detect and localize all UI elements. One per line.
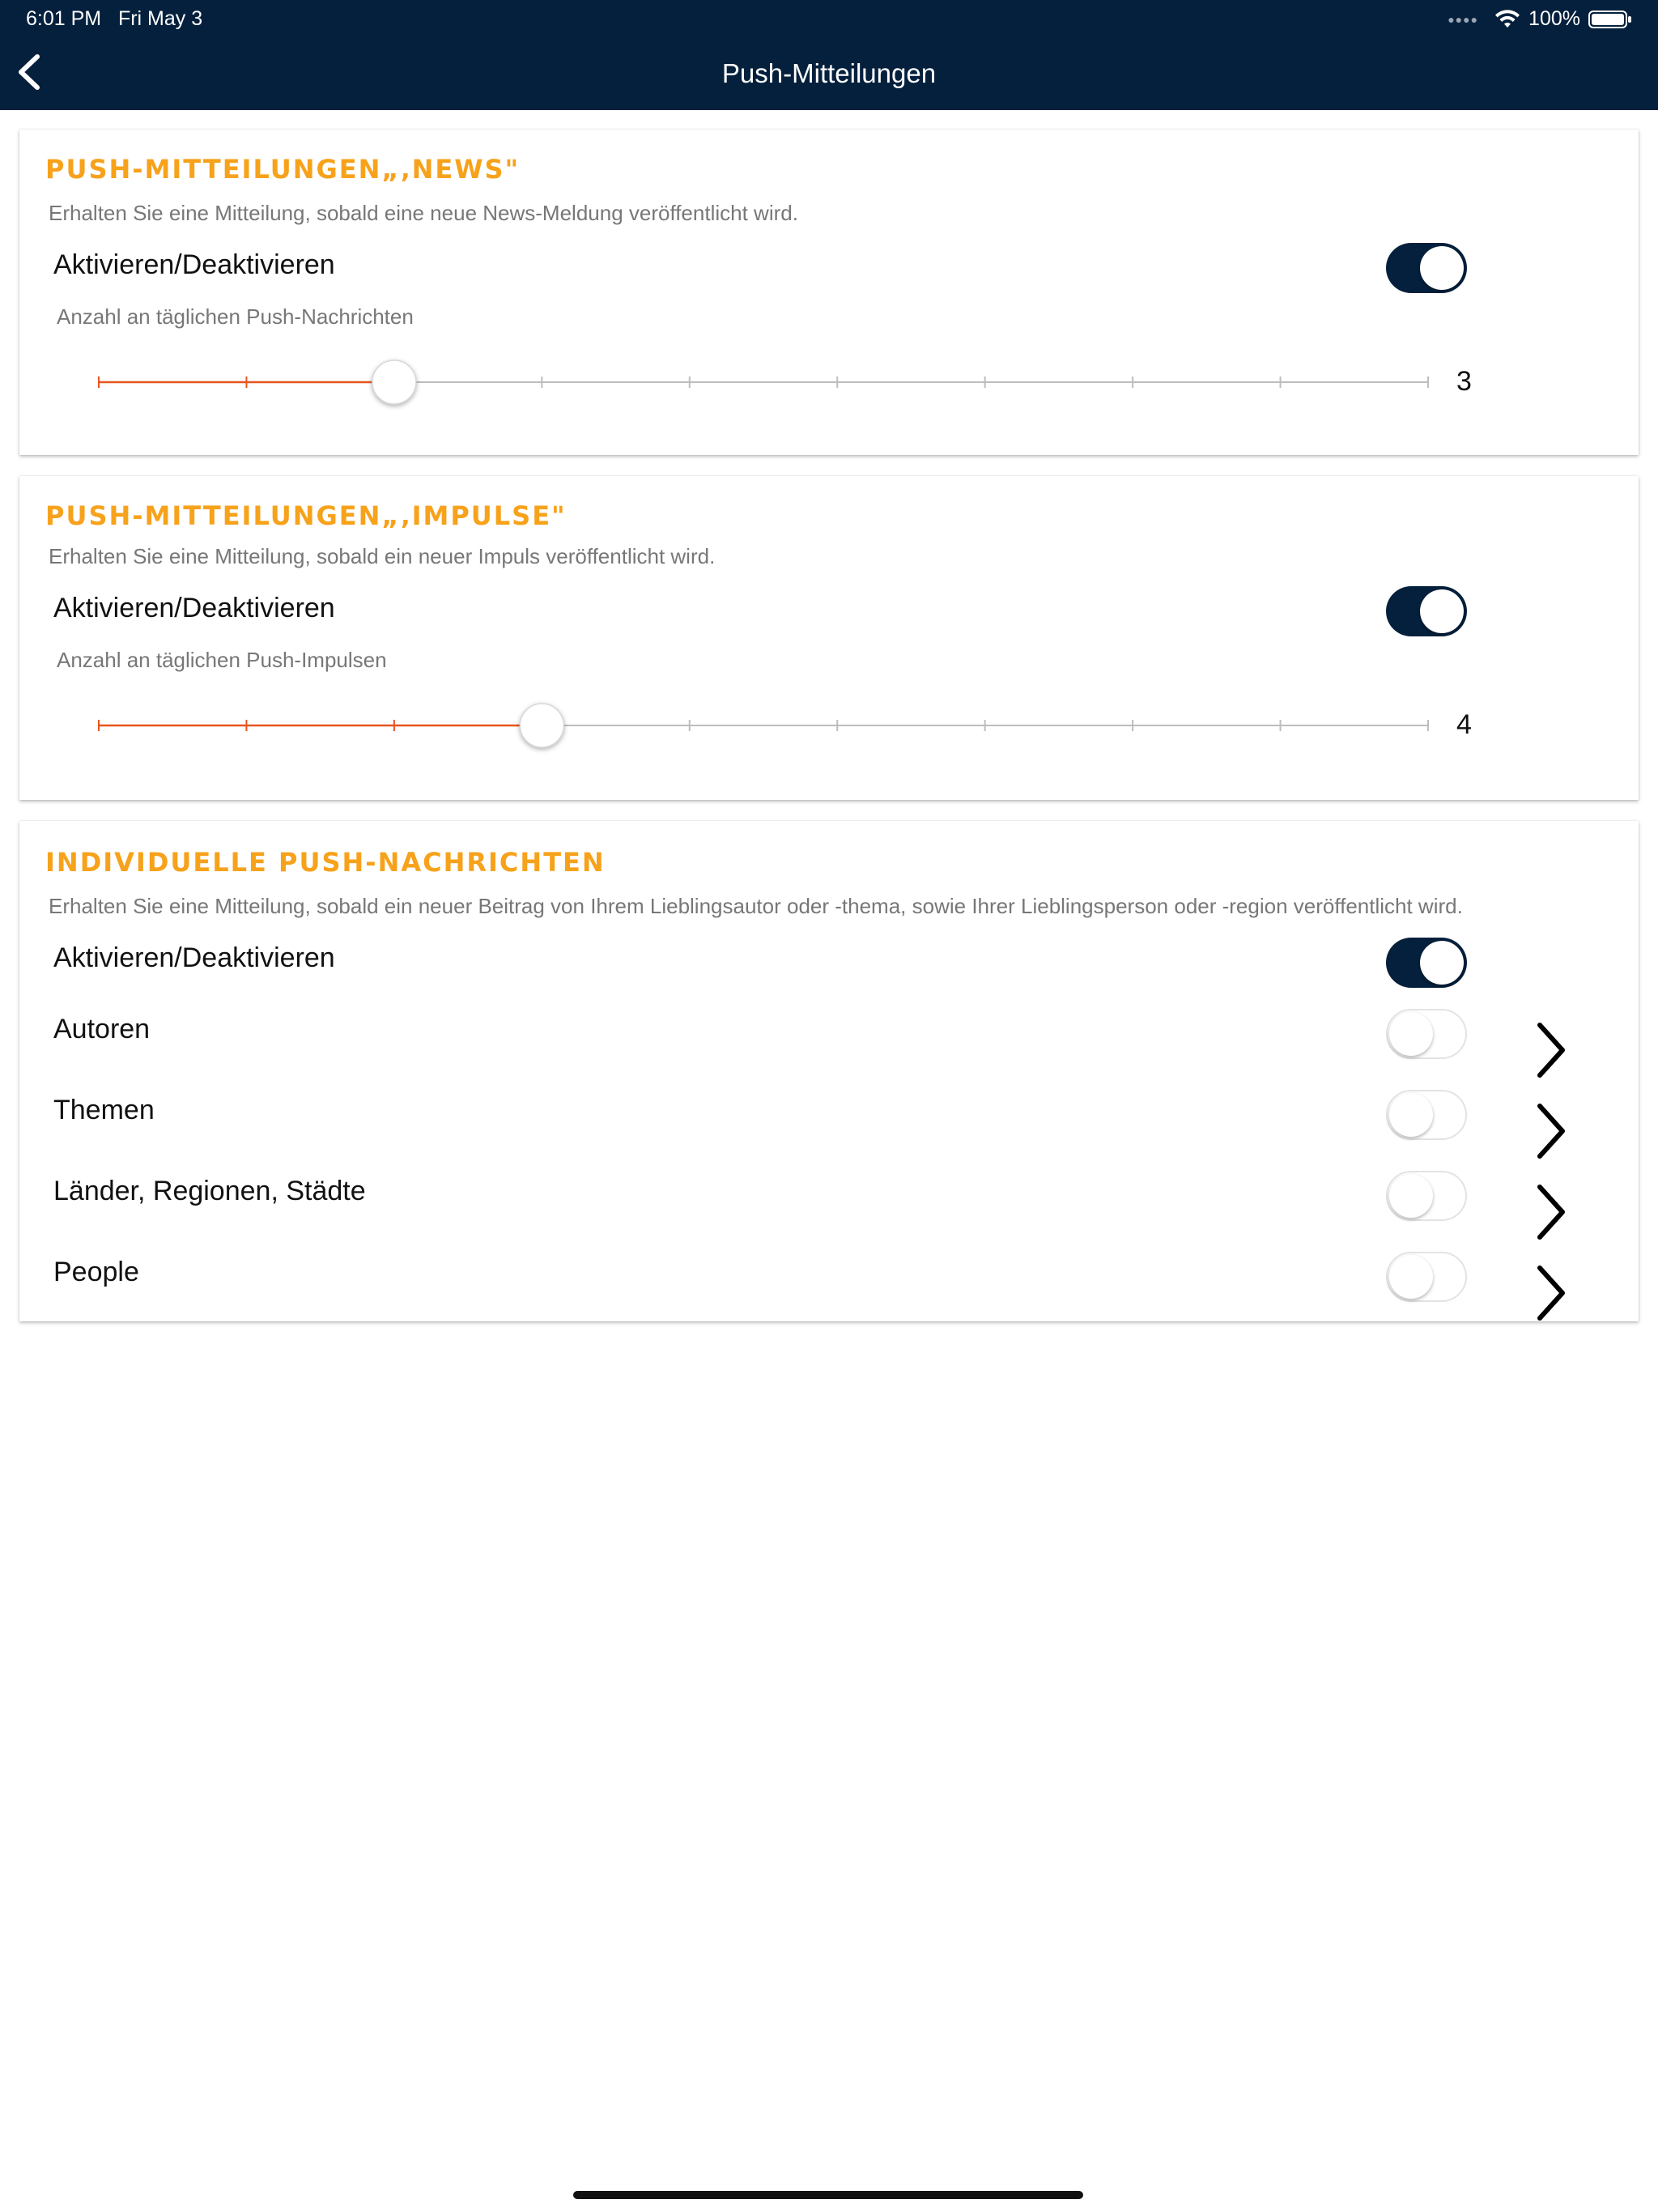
activate-label: Aktivieren/Deaktivieren (53, 942, 335, 973)
impulse-section-card (19, 476, 1639, 800)
section-description: Erhalten Sie eine Mitteilung, sobald ein neuer Beitrag von Ihrem Lieblingsautor oder -thema, sowie Ihrer Lieblingsperson oder -region veröffentlicht wird. (49, 894, 1463, 918)
battery-percent: 100% (1528, 7, 1580, 30)
battery-icon (1588, 10, 1632, 29)
cellular-dots-icon: ●●●● (1448, 12, 1479, 26)
chevron-right-icon[interactable] (1535, 1184, 1567, 1240)
people-label: People (53, 1257, 139, 1287)
slider-thumb[interactable] (520, 704, 563, 747)
section-description: Erhalten Sie eine Mitteilung, sobald ein neuer Impuls veröffentlicht wird. (49, 544, 716, 568)
top-bar (0, 0, 1658, 110)
slider-label: Anzahl an täglichen Push-Nachrichten (57, 304, 414, 329)
impulse-count-slider[interactable] (79, 701, 1431, 750)
status-date: Fri May 3 (117, 7, 203, 30)
slider-label: Anzahl an täglichen Push-Impulsen (57, 648, 387, 672)
news-count-slider[interactable] (79, 358, 1431, 406)
chevron-right-icon[interactable] (1535, 1265, 1567, 1321)
wifi-icon (1494, 10, 1520, 29)
regions-label: Länder, Regionen, Städte (53, 1176, 366, 1206)
individual-activate-toggle[interactable] (1386, 938, 1467, 988)
status-clock: 6:01 PM (26, 7, 102, 30)
topics-label: Themen (53, 1095, 155, 1125)
home-indicator[interactable] (573, 2191, 1083, 2199)
slider-thumb[interactable] (372, 360, 416, 404)
toggle-knob (1389, 1174, 1433, 1218)
section-title: PUSH-MITTEILUNGEN„‚IMPULSE" (45, 500, 567, 531)
chevron-right-icon[interactable] (1535, 1103, 1567, 1159)
authors-label: Autoren (53, 1014, 151, 1044)
status-indicators (1448, 7, 1632, 31)
regions-toggle[interactable] (1386, 1171, 1467, 1221)
section-title: PUSH-MITTEILUNGEN„‚NEWS" (45, 154, 521, 185)
section-description: Erhalten Sie eine Mitteilung, sobald eine neue News-Meldung veröffentlicht wird. (49, 201, 798, 225)
page-title: Push-Mitteilungen (721, 58, 937, 88)
authors-toggle[interactable] (1386, 1009, 1467, 1059)
toggle-knob (1389, 1012, 1433, 1056)
news-activate-toggle[interactable] (1386, 243, 1467, 293)
slider-value: 4 (1456, 709, 1472, 740)
news-section-card (19, 130, 1639, 455)
topics-toggle[interactable] (1386, 1090, 1467, 1140)
toggle-knob (1420, 246, 1464, 290)
section-title: INDIVIDUELLE PUSH-NACHRICHTEN (45, 847, 606, 878)
toggle-knob (1420, 941, 1464, 985)
toggle-knob (1420, 589, 1464, 633)
individual-section-card (19, 821, 1639, 1321)
chevron-right-icon[interactable] (1535, 1022, 1567, 1078)
activate-label: Aktivieren/Deaktivieren (53, 249, 335, 280)
activate-label: Aktivieren/Deaktivieren (53, 593, 335, 623)
people-toggle[interactable] (1386, 1252, 1467, 1302)
impulse-activate-toggle[interactable] (1386, 586, 1467, 636)
status-time (26, 7, 202, 31)
toggle-knob (1389, 1093, 1433, 1137)
toggle-knob (1389, 1255, 1433, 1299)
slider-value: 3 (1456, 366, 1472, 397)
